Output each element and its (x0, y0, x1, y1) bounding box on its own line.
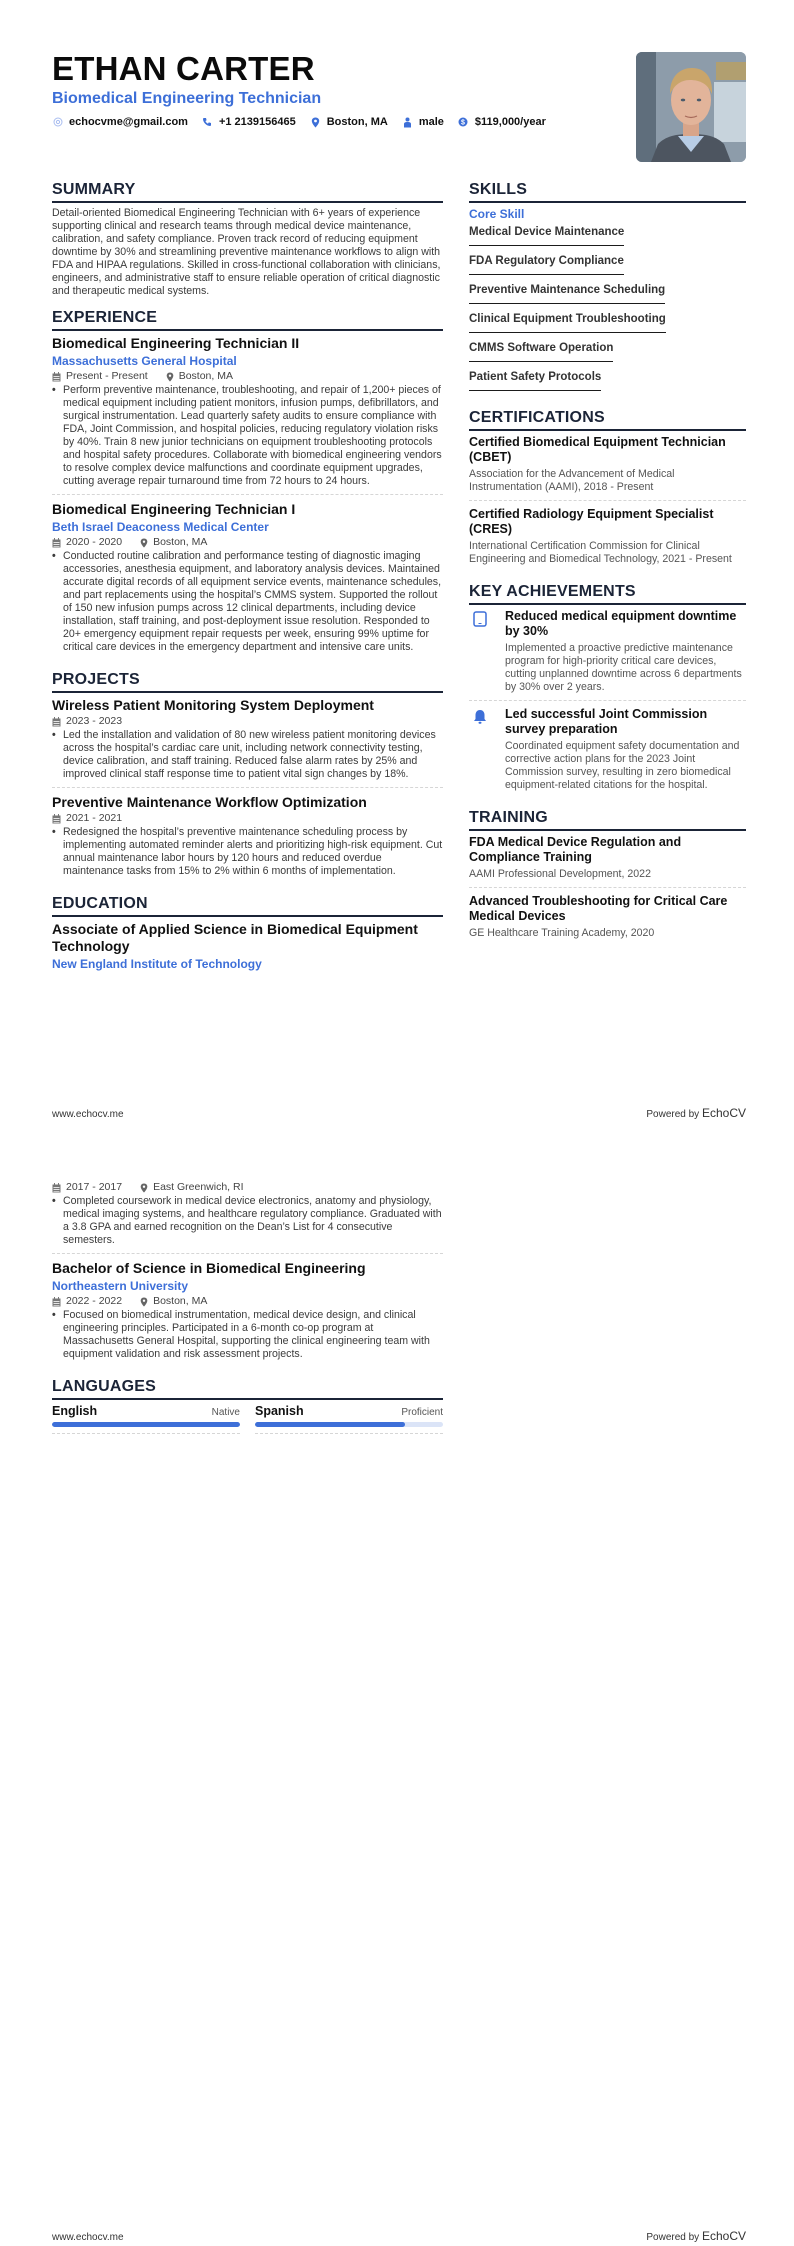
skill-item: CMMS Software Operation (469, 341, 613, 362)
project-meta (52, 715, 443, 728)
project-entry (52, 794, 443, 884)
resume-page-2 (0, 1123, 794, 2246)
page-footer (52, 2229, 746, 2243)
achievement-title: Reduced medical equipment downtime by 30% (505, 609, 737, 638)
education-bullet: • Focused on biomedical instrumentation, medical device design, and clinical engineering principles. Participated in a 6-month co-op program at Massachusetts General Hospital, supporting the clinical engineering team with equipment validation and risk assessment projects. (52, 1309, 430, 1360)
education-dates: 2017 - 2017 (66, 1181, 123, 1193)
resume-header (52, 50, 612, 128)
education-entry (52, 1260, 443, 1367)
certifications-section (469, 408, 746, 572)
calendar-icon (52, 1183, 61, 1193)
education-section (52, 894, 443, 972)
projects-heading: PROJECTS (52, 670, 443, 693)
footer-powered-by: Powered by EchoCV (646, 2229, 746, 2243)
footer-brand[interactable]: EchoCV (701, 2229, 746, 2243)
languages-heading: LANGUAGES (52, 1377, 443, 1400)
email-value: echocvme@gmail.com (69, 116, 188, 128)
achievement-title: Led successful Joint Commission survey preparation (505, 707, 708, 736)
job-dates: Present - Present (66, 370, 148, 382)
footer-site-link[interactable]: www.echocv.me (52, 1109, 124, 1120)
project-dates: 2021 - 2021 (66, 812, 123, 824)
languages-section (52, 1377, 443, 1434)
phone-value: +1 2139156465 (218, 116, 296, 128)
calendar-icon (52, 538, 61, 548)
school-name: New England Institute of Technology (52, 957, 262, 971)
dollar-icon (458, 117, 469, 128)
tablet-icon (469, 609, 505, 694)
summary-heading: SUMMARY (52, 180, 443, 203)
education-location: East Greenwich, RI (153, 1181, 244, 1193)
skill-item: Patient Safety Protocols (469, 370, 601, 391)
calendar-icon (52, 814, 61, 824)
job-meta (52, 370, 443, 383)
contact-row (52, 116, 612, 128)
company-name: Massachusetts General Hospital (52, 354, 237, 368)
contact-salary (458, 116, 546, 128)
certification-issuer: International Certification Commission for Clinical Engineering and Biomedical Technology, 2021 - Present (469, 540, 732, 565)
page-footer (52, 1106, 746, 1120)
right-column (469, 180, 746, 956)
achievement-entry (469, 707, 746, 798)
project-name: Preventive Maintenance Workflow Optimization (52, 794, 367, 810)
company-name: Beth Israel Deaconess Medical Center (52, 520, 269, 534)
project-bullet: • Redesigned the hospital’s preventive maintenance scheduling process by implementing automated reminder alerts and prioritizing high-risk equipment. Cut annual maintenance labor hours by 120 hours and reduced overdue maintenance tasks from 15% to 2% within 6 months of implementation. (52, 826, 443, 877)
job-meta (52, 536, 443, 549)
left-column (52, 180, 443, 982)
education-meta (52, 1295, 443, 1308)
calendar-icon (52, 372, 61, 382)
school-name: Northeastern University (52, 1279, 189, 1293)
footer-brand[interactable]: EchoCV (701, 1106, 746, 1120)
at-icon (52, 117, 63, 128)
candidate-headline: Biomedical Engineering Technician (52, 90, 322, 107)
job-bullet: • Perform preventive maintenance, troubleshooting, and repair of 1,200+ pieces of medical equipment including patient monitors, infusion pumps, defibrillators, and surgical instrumentation. Lead quarterly safety audits to ensure compliance with FDA, Joint Commission, and hospital policies, reducing regulatory violation risks by 40%. Train 8 new junior technicians on equipment troubleshooting protocols and hospital safety procedures. Collaborate with biomedical engineering vendors to resolve complex device malfunctions and coordinate equipment upgrades, cutting average repair turnaround time from 72 hours to 24 hours. (52, 384, 442, 487)
summary-section (52, 180, 443, 298)
language-proficiency-bar (255, 1422, 443, 1427)
degree-name: Associate of Applied Science in Biomedical Equipment Technology (52, 921, 418, 954)
candidate-name: ETHAN CARTER (52, 50, 315, 87)
calendar-icon (52, 717, 61, 727)
job-title: Biomedical Engineering Technician I (52, 501, 296, 517)
location-icon (140, 1297, 148, 1307)
training-entry (469, 894, 746, 946)
project-dates: 2023 - 2023 (66, 715, 123, 727)
calendar-icon (52, 1297, 61, 1307)
skill-item: FDA Regulatory Compliance (469, 254, 624, 275)
training-entry (469, 835, 746, 888)
education-location: Boston, MA (153, 1295, 208, 1307)
project-name: Wireless Patient Monitoring System Deployment (52, 697, 374, 713)
bell-icon (469, 707, 505, 792)
job-location: Boston, MA (153, 536, 208, 548)
certification-name: Certified Radiology Equipment Specialist (CRES) (469, 507, 714, 536)
job-bullet: • Conducted routine calibration and performance testing of diagnostic imaging accessories, anesthesia equipment, and laboratory analysis devices. Maintained accurate digital records of all equipment service events, maintenance schedules, and part replacements using the hospital’s CMMS system. Supported the rollout of 150 new infusion pumps across 12 clinical departments, including device installation, staff training, and post-deployment issue resolution. Responded to 20+ emergency equipment repair requests per week, ensuring 99% uptime for critical care devices in the emergency department and intensive care units. (52, 550, 442, 653)
achievement-description: Coordinated equipment safety documentation and corrective action plans for the 2023 Joint Commission survey, resulting in zero biomedical equipment-related citations for the hospital. (505, 740, 740, 791)
experience-section (52, 308, 443, 660)
skill-item: Preventive Maintenance Scheduling (469, 283, 665, 304)
location-icon (310, 117, 321, 128)
training-provider: GE Healthcare Training Academy, 2020 (469, 927, 655, 939)
education-entry-continued (52, 1181, 443, 1254)
left-column-continued (52, 1180, 443, 1444)
achievement-description: Implemented a proactive predictive maintenance program for high-priority critical care devices, cutting unplanned downtime across 6 departments by 30% over 2 years. (505, 642, 742, 693)
person-icon (402, 117, 413, 128)
experience-entry (52, 501, 443, 660)
certifications-heading: CERTIFICATIONS (469, 408, 746, 431)
language-item (255, 1404, 443, 1434)
training-name: Advanced Troubleshooting for Critical Care Medical Devices (469, 894, 728, 923)
contact-gender (402, 116, 444, 128)
skills-section (469, 180, 746, 396)
education-meta (52, 1181, 443, 1194)
phone-icon (202, 117, 213, 128)
location-icon (140, 538, 148, 548)
contact-location (310, 116, 388, 128)
experience-heading: EXPERIENCE (52, 308, 443, 331)
project-bullet: • Led the installation and validation of 80 new wireless patient monitoring devices across the hospital’s cardiac care unit, including network connectivity testing, device calibration, and staff training. Reduced false alarm rates by 25% and improved clinical staff response time to patient vital sign changes by 18%. (52, 729, 436, 780)
degree-name: Bachelor of Science in Biomedical Engineering (52, 1260, 366, 1276)
salary-value: $119,000/year (474, 116, 546, 128)
skill-item: Medical Device Maintenance (469, 225, 624, 246)
profile-photo (636, 52, 746, 162)
location-icon (140, 1183, 148, 1193)
language-level: Native (211, 1407, 240, 1418)
contact-phone[interactable] (202, 116, 296, 128)
project-meta (52, 812, 443, 825)
projects-section (52, 670, 443, 884)
skills-heading: SKILLS (469, 180, 746, 203)
certification-issuer: Association for the Advancement of Medical Instrumentation (AAMI), 2018 - Present (469, 468, 675, 493)
certification-entry (469, 435, 746, 501)
training-heading: TRAINING (469, 808, 746, 831)
education-dates: 2022 - 2022 (66, 1295, 123, 1307)
location-icon (166, 372, 174, 382)
location-value: Boston, MA (326, 116, 388, 128)
language-item (52, 1404, 240, 1434)
skill-item: Clinical Equipment Troubleshooting (469, 312, 666, 333)
job-title: Biomedical Engineering Technician II (52, 335, 300, 351)
education-entry-start (52, 921, 443, 972)
education-section-continued (52, 1181, 443, 1367)
experience-entry (52, 335, 443, 495)
language-name: Spanish (255, 1404, 304, 1418)
achievements-heading: KEY ACHIEVEMENTS (469, 582, 746, 605)
contact-email[interactable] (52, 116, 188, 128)
footer-site-link[interactable]: www.echocv.me (52, 2232, 124, 2243)
achievement-entry (469, 609, 746, 701)
education-bullet: • Completed coursework in medical device electronics, anatomy and physiology, medical imaging systems, and healthcare regulatory compliance. Graduated with a 3.8 GPA and earned recognition on the Dean’s List for 4 consecutive semesters. (52, 1195, 442, 1246)
gender-value: male (418, 116, 444, 128)
language-name: English (52, 1404, 98, 1418)
certification-entry (469, 507, 746, 572)
project-entry (52, 697, 443, 788)
language-proficiency-bar (52, 1422, 240, 1427)
footer-powered-by: Powered by EchoCV (646, 1106, 746, 1120)
languages-list (52, 1404, 443, 1434)
achievements-section (469, 582, 746, 798)
job-dates: 2020 - 2020 (66, 536, 123, 548)
training-name: FDA Medical Device Regulation and Compliance Training (469, 835, 682, 864)
certification-name: Certified Biomedical Equipment Technician (CBET) (469, 435, 726, 464)
language-level: Proficient (401, 1407, 443, 1418)
training-provider: AAMI Professional Development, 2022 (469, 868, 651, 880)
education-heading: EDUCATION (52, 894, 443, 917)
training-section (469, 808, 746, 946)
skill-category: Core Skill (469, 207, 525, 221)
job-location: Boston, MA (178, 370, 233, 382)
summary-text: Detail-oriented Biomedical Engineering Technician with 6+ years of experience supporting clinical and research teams through medical device maintenance, calibration, and safety compliance. Proven track record of reducing equipment downtime by 30% and streamlining preventive maintenance workflows to align with FDA and HIPAA regulations. Skilled in cross-functional collaboration with clinicians, engineers, and administrative staff to ensure reliable operation of critical diagnostic and therapeutic medical systems. (52, 207, 441, 297)
svg-text:$: $ (461, 119, 466, 127)
